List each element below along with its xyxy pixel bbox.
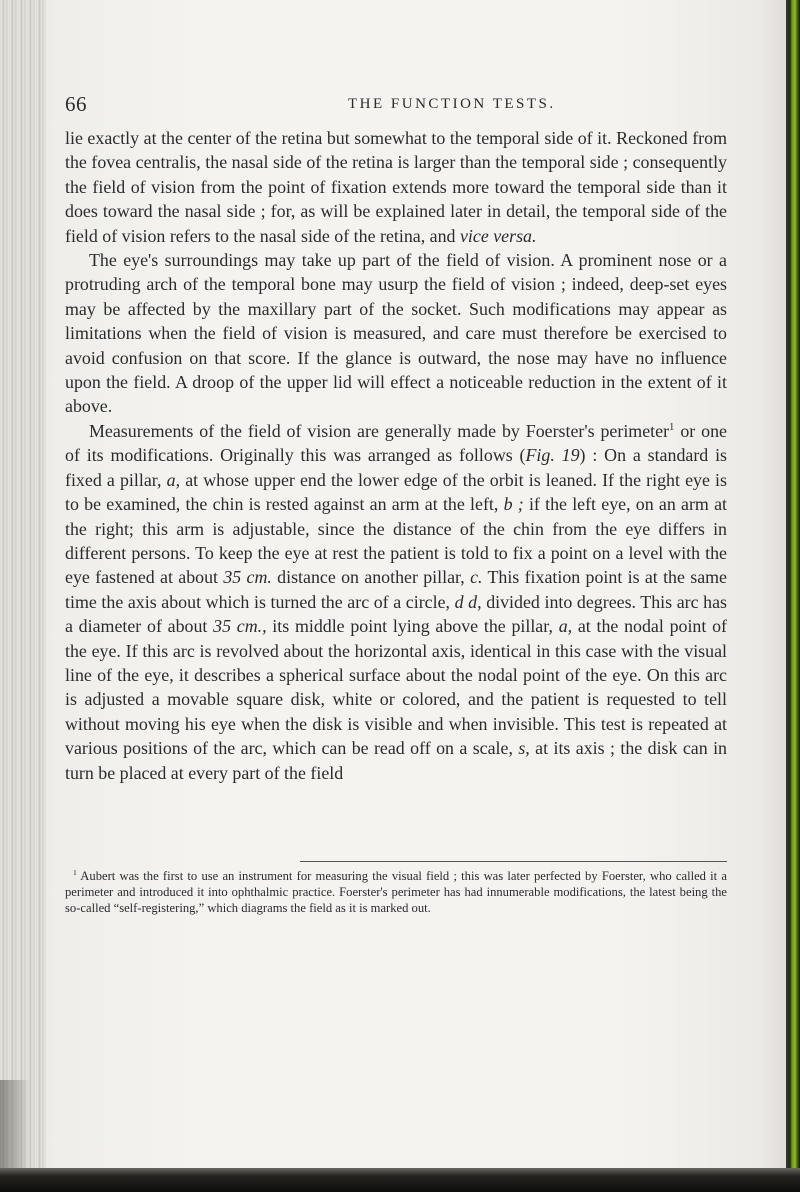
page-number: 66	[65, 92, 87, 116]
p3-text: at the nodal point of the eye. If this arc is revolved about the horizontal axis, identical in this case with the visual line of the eye, it describes a spherical surface about the nodal point of the eye. On this arc is adjusted a movable square disk, white or colored, and the patient is requested to tell without moving his eye when the disk is visible and when invisible. This test is repeated at various positions of the arc, which can be read off on a scale,	[65, 616, 727, 759]
p3-text: Measurements of the field of vision are generally made by Foerster's perimeter	[89, 420, 670, 441]
paragraph-2: The eye's surroundings may take up part of the field of vision. A prominent nose or a protruding arch of the temporal bone may usurp the field of vision ; indeed, deep-set eyes may be affected by the maxillary part of the socket. Such modifications may appear as limitations when the field of vision is measured, and care must therefore be exercised to avoid confusion on that score. If the glance is outward, the nose may have no influence upon the field. A droop of the upper lid will effect a noticeable reduction in the extent of it above.	[65, 250, 727, 417]
p3-italic: d d,	[454, 591, 482, 612]
paragraph-3	[65, 419, 727, 785]
footnote-text: Aubert was the first to use an instrument for measuring the visual field ; this was later perfected by Foerster, who called it a perimeter and introduced it into ophthalmic practice. Foerster's perimeter has had innumerable modifications, the latest being the so-called “self-registering,” which diagrams the field as it is marked out.	[65, 869, 727, 916]
footnote-reference: 1	[669, 420, 675, 433]
p3-text: at whose upper end the lower edge of the orbit is leaned. If the right eye is to be examined, the chin is rested against an arm at the left,	[65, 469, 727, 515]
p3-text: its middle point lying above the pillar,	[266, 616, 559, 637]
p3-text: or one of its modifications. Originally this was arranged as follows (	[65, 420, 727, 466]
binding-edge	[786, 0, 800, 1192]
figure-reference: Fig. 19	[525, 445, 580, 466]
p3-italic: 35 cm.	[223, 567, 272, 588]
p3-text: distance on another pillar,	[271, 567, 471, 588]
paragraph-1-text: lie exactly at the center of the retina but somewhat to the temporal side of it. Reckoned from the fovea centralis, the nasal side of the retina is larger than the temporal side ; consequently the field of vision from the point of fixation extends more toward the temporal side than it does toward the nasal side ; for, as will be explained later in detail, the temporal side of the field of vision refers to the nasal side of the retina, and	[65, 128, 727, 246]
body-text	[65, 126, 727, 785]
p3-italic: a,	[558, 616, 573, 637]
footnote-mark: 1	[73, 867, 77, 877]
p3-text: divided into degrees. This arc has a diameter of about	[65, 591, 728, 637]
p3-italic: b ;	[503, 494, 524, 515]
p3-text: This fixation point is at the same time the axis about which is turned the arc of a circle,	[65, 567, 727, 612]
p3-italic: c.	[470, 567, 483, 588]
paragraph-1-italic: vice versa.	[459, 225, 537, 246]
footnote	[65, 868, 727, 917]
p3-text: if the left eye, on an arm at the right; this arm is adjustable, since the distance of the chin from the eye differs in different persons. To keep the eye at rest the patient is told to fix a point on a level with the eye fastened at about	[65, 494, 727, 588]
page-stack-edge	[0, 0, 46, 1192]
bottom-shadow	[0, 1168, 800, 1192]
p3-italic: a,	[166, 469, 181, 490]
paragraph-1	[65, 126, 727, 248]
p3-text: at its axis ; the disk can in turn be placed at every part of the field	[65, 738, 727, 783]
page-title: THE FUNCTION TESTS.	[348, 96, 556, 112]
p3-italic: s,	[518, 738, 530, 759]
running-head	[0, 92, 800, 116]
footnote-divider	[300, 861, 727, 862]
p3-text: ) : On a standard is fixed a pillar,	[65, 445, 727, 490]
p3-italic: 35 cm.,	[213, 616, 267, 637]
